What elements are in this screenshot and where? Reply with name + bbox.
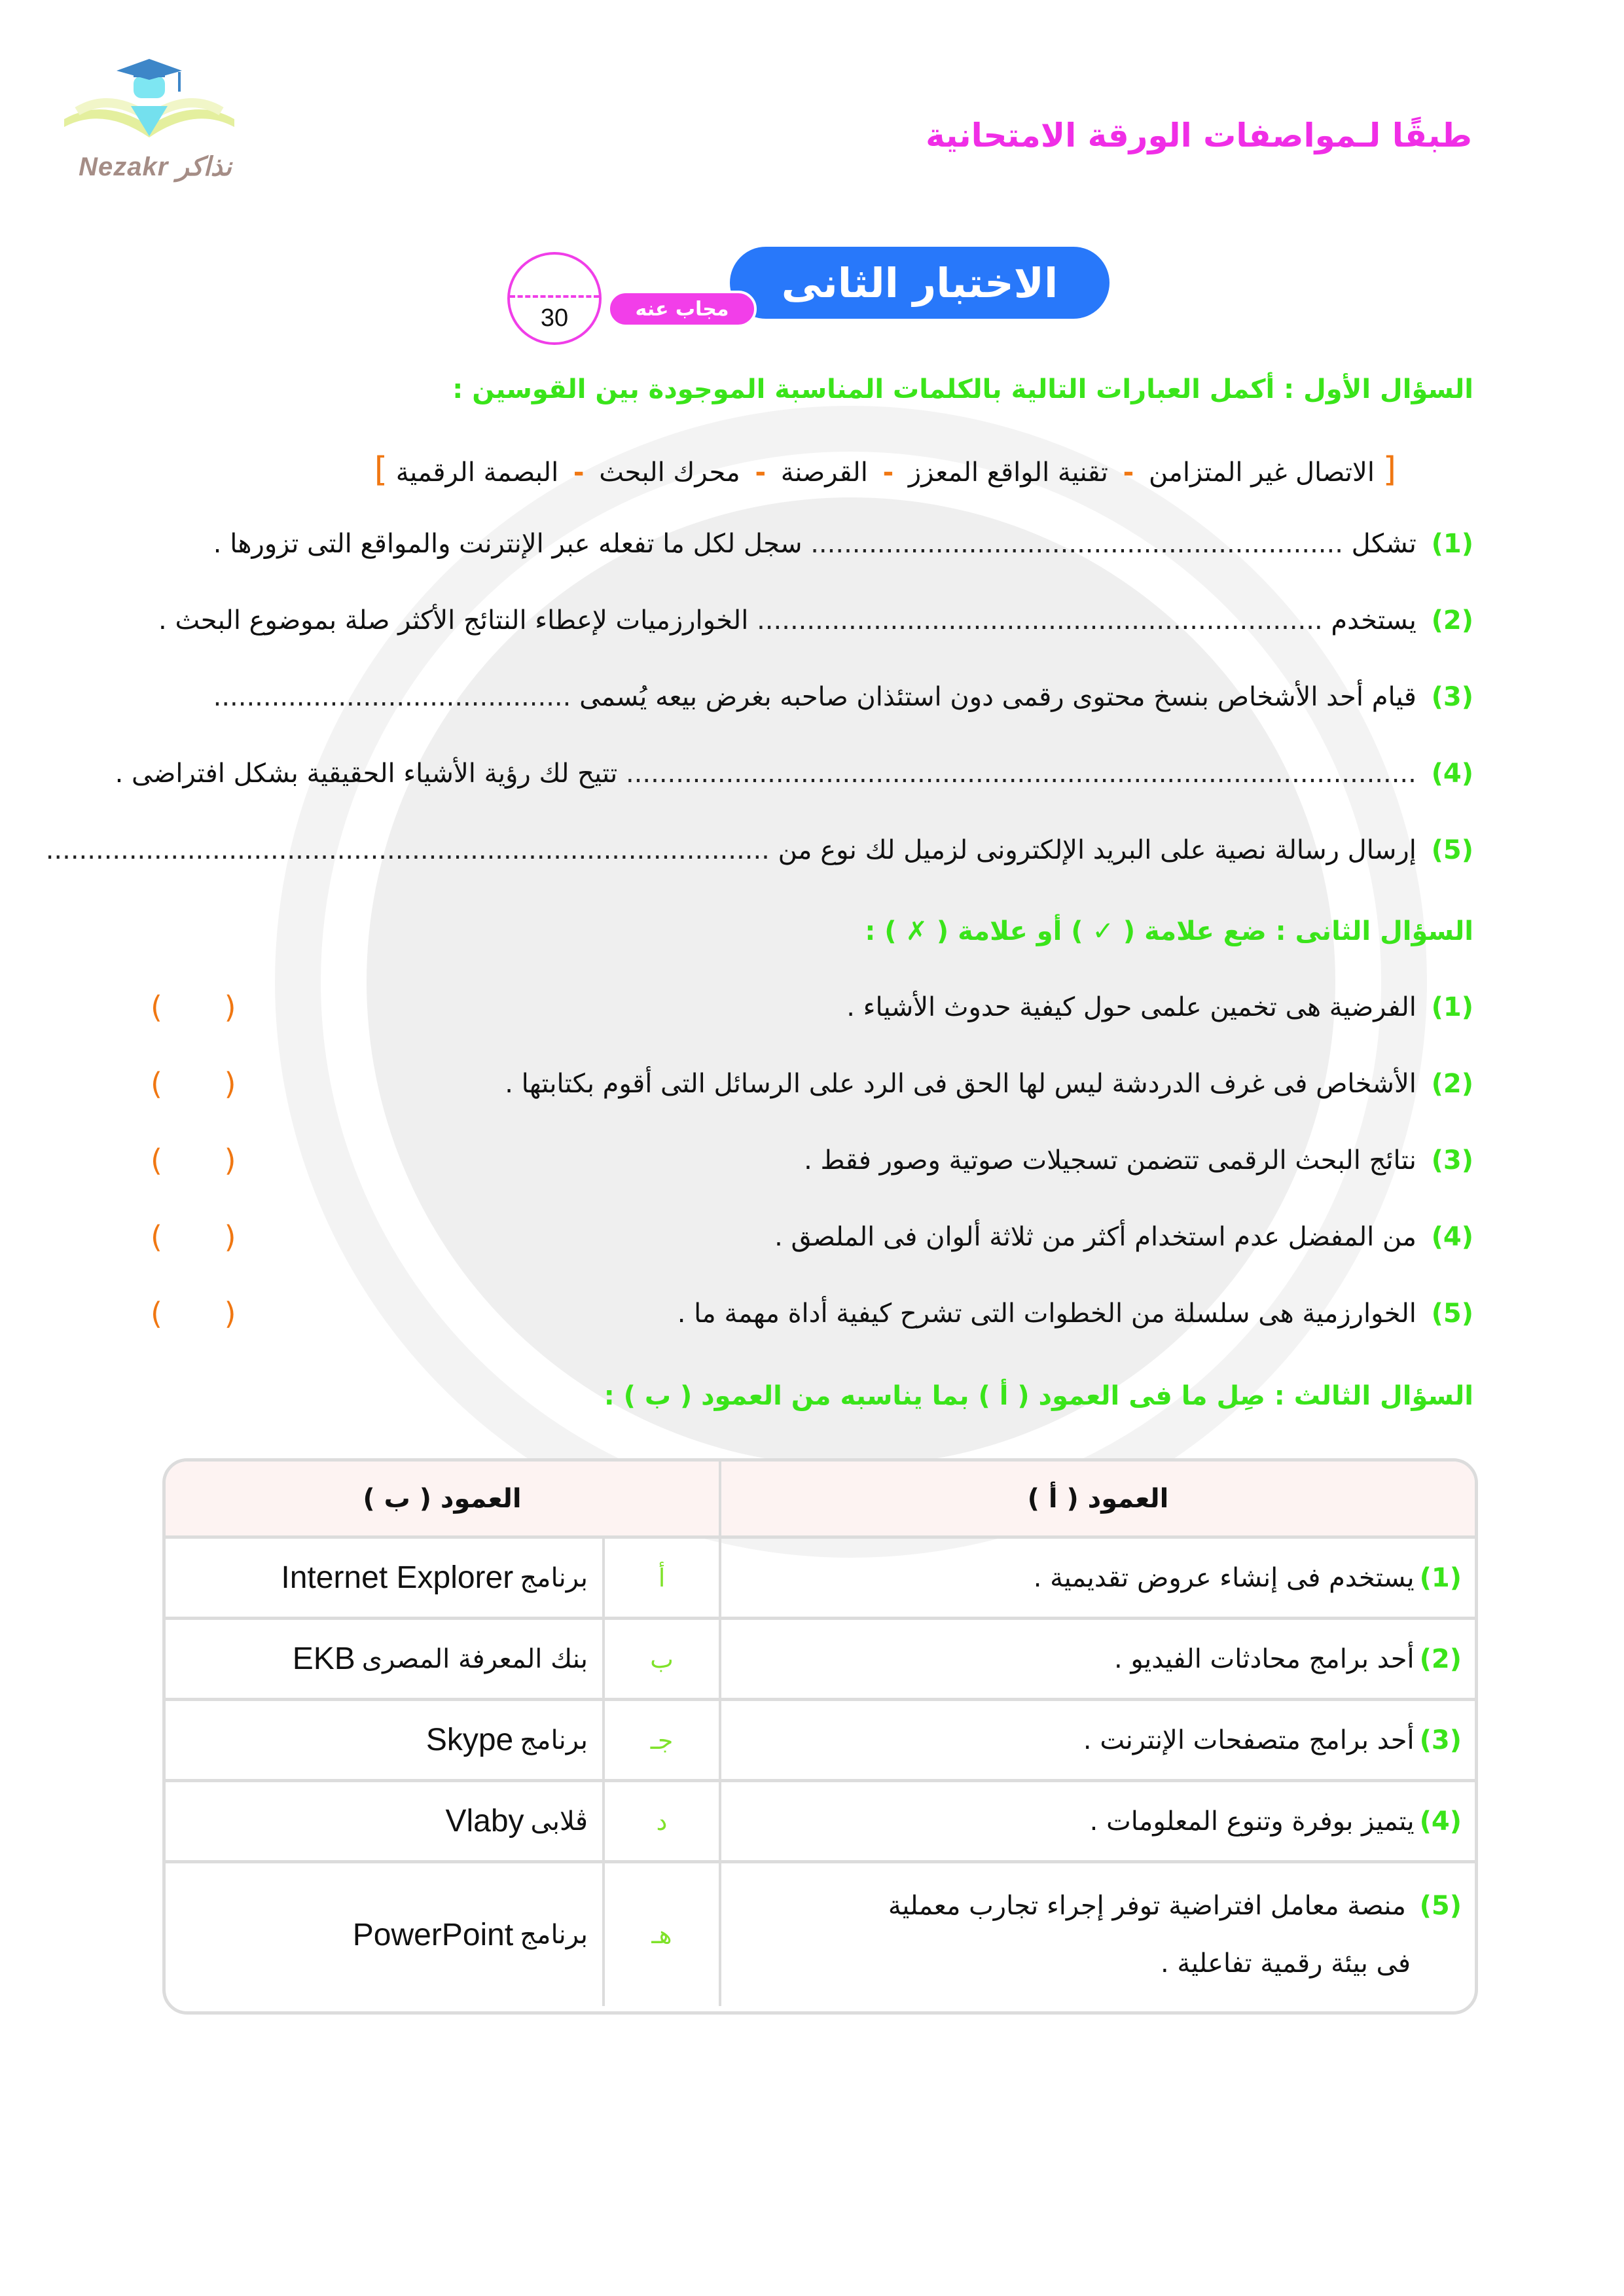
q2-heading: السؤال الثانى : ضع علامة ( ✓ ) أو علامة ( ✗ ) : xyxy=(865,916,1473,946)
brand-logo xyxy=(51,46,247,196)
q1-item xyxy=(213,682,1473,712)
score-circle xyxy=(507,252,602,345)
q1-item xyxy=(158,605,1473,636)
table-row xyxy=(166,1782,1475,1863)
item-text: قيام أحد الأشخاص بنسخ محتوى رقمى دون استئذان صاحبه بغرض بيعه يُسمى xyxy=(579,682,1416,712)
table-row xyxy=(166,1863,1475,2006)
item-text: إرسال رسالة نصية على البريد الإلكترونى لزميل لك نوع من xyxy=(778,835,1416,865)
q1-item xyxy=(46,835,1473,865)
item-number: (4) xyxy=(1431,759,1473,789)
item-number: (1) xyxy=(1431,992,1473,1022)
col-b-text-en: Internet Explorer xyxy=(281,1560,514,1595)
col-b-text-ar: برنامج xyxy=(520,1920,588,1950)
col-b-text-en: Vlaby xyxy=(445,1804,524,1839)
brand-logo-text: Nezakr نذاكر xyxy=(79,152,232,181)
answer-box[interactable]: ( ) xyxy=(151,1296,262,1331)
col-a-text: يتميز بوفرة وتنوع المعلومات . xyxy=(1089,1806,1415,1837)
answer-blank[interactable]: ............................................................................................... xyxy=(625,759,1416,789)
item-text: يستخدم xyxy=(1331,605,1416,636)
q2-item xyxy=(151,1143,1473,1178)
item-text: من المفضل عدم استخدام أكثر من ثلاثة ألوان فى الملصق . xyxy=(774,1222,1416,1252)
item-number: (2) xyxy=(1431,605,1473,636)
col-a-line xyxy=(1161,1935,1462,1992)
col-b-text-ar: برنامج xyxy=(520,1562,588,1593)
col-a-text: يستخدم فى إنشاء عروض تقديمية . xyxy=(1033,1562,1415,1593)
col-b-cell xyxy=(166,1620,602,1698)
col-b-cell xyxy=(166,1782,602,1860)
total-score: 30 xyxy=(540,304,569,332)
col-b-header: العمود ( ب ) xyxy=(363,1483,522,1514)
col-a-line xyxy=(888,1877,1462,1935)
q2-item xyxy=(151,1066,1473,1102)
q2-item xyxy=(151,1296,1473,1331)
item-number: (3) xyxy=(1431,1145,1473,1175)
exam-spec-line: طبقًا لـمواصفات الورقة الامتحانية xyxy=(926,117,1472,154)
table-row xyxy=(166,1539,1475,1620)
col-b-cell xyxy=(166,1701,602,1779)
col-b-cell xyxy=(166,1863,602,2006)
item-number: (5) xyxy=(1431,1299,1473,1329)
graduate-book-icon xyxy=(51,46,247,157)
item-number: (5) xyxy=(1419,1891,1462,1921)
table-row xyxy=(166,1701,1475,1782)
q1-item xyxy=(115,759,1473,789)
q1-heading: السؤال الأول : أكمل العبارات التالية بالكلمات المناسبة الموجودة بين القوسين : xyxy=(452,374,1473,404)
word-bank-item: تقنية الواقع المعزز xyxy=(908,457,1108,488)
item-number: (2) xyxy=(1431,1069,1473,1099)
item-text: الفرضية هى تخمين علمى حول كيفية حدوث الأشياء . xyxy=(846,992,1416,1022)
table-row xyxy=(166,1620,1475,1701)
item-number: (2) xyxy=(1419,1643,1462,1674)
col-a-text: منصة معامل افتراضية توفر إجراء تجارب معملية xyxy=(888,1891,1406,1921)
col-b-text-en: EKB xyxy=(292,1641,355,1676)
col-b-letter: جـ xyxy=(602,1701,719,1779)
item-number: (5) xyxy=(1431,835,1473,865)
score-divider xyxy=(510,295,599,298)
answer-blank[interactable]: .................................................................... xyxy=(757,605,1323,636)
col-a-text: أحد برامج محادثات الفيديو . xyxy=(1114,1643,1415,1674)
item-number: (4) xyxy=(1431,1222,1473,1252)
col-b-text-ar: ڤلابى xyxy=(530,1806,588,1837)
q3-heading: السؤال الثالث : صِل ما فى العمود ( أ ) بما يناسبه من العمود ( ب ) : xyxy=(604,1381,1473,1411)
word-bank-separator: - xyxy=(573,457,585,488)
answer-blank[interactable]: ........................................... xyxy=(213,682,571,712)
word-bank-item: القرصنة xyxy=(780,457,868,488)
word-bank-bracket-open: [ xyxy=(1382,450,1396,490)
item-text: نتائج البحث الرقمى تتضمن تسجيلات صوتية وصور فقط . xyxy=(804,1145,1416,1175)
answer-box[interactable]: ( ) xyxy=(151,1143,262,1178)
col-a-cell xyxy=(719,1620,1475,1698)
item-number: (1) xyxy=(1419,1562,1462,1593)
item-number: (4) xyxy=(1419,1806,1462,1837)
table-header xyxy=(166,1462,1475,1539)
answered-badge: مجاب عنه xyxy=(607,291,757,327)
col-b-text-ar: بنك المعرفة المصرى xyxy=(361,1643,588,1674)
col-a-cell xyxy=(719,1701,1475,1779)
col-b-letter: هـ xyxy=(602,1863,719,2006)
col-b-cell xyxy=(166,1539,602,1617)
item-text: تتيح لك رؤية الأشياء الحقيقية بشكل افتراضى . xyxy=(115,759,618,789)
word-bank xyxy=(374,450,1396,490)
item-text: سجل لكل ما تفعله عبر الإنترنت والمواقع التى تزورها . xyxy=(213,529,803,559)
answer-box[interactable]: ( ) xyxy=(151,1066,262,1102)
item-text: الأشخاص فى غرف الدردشة ليس لها الحق فى الرد على الرسائل التى أقوم بكتابتها . xyxy=(505,1069,1416,1099)
word-bank-separator: - xyxy=(1123,457,1134,488)
word-bank-bracket-close: ] xyxy=(374,450,388,490)
word-bank-separator: - xyxy=(882,457,894,488)
col-a-cell xyxy=(719,1863,1475,2006)
answer-box[interactable]: ( ) xyxy=(151,1219,262,1255)
q1-item xyxy=(213,529,1473,559)
col-b-text-en: Skype xyxy=(425,1723,514,1757)
col-a-text: أحد برامج متصفحات الإنترنت . xyxy=(1083,1725,1415,1755)
col-b-letter: د xyxy=(602,1782,719,1860)
item-number: (1) xyxy=(1431,529,1473,559)
q2-item xyxy=(151,1219,1473,1255)
item-number: (3) xyxy=(1431,682,1473,712)
col-b-letter: ب xyxy=(602,1620,719,1698)
matching-table xyxy=(162,1458,1478,2015)
q2-item xyxy=(151,990,1473,1025)
col-a-text: فى بيئة رقمية تفاعلية . xyxy=(1160,1948,1411,1979)
col-b-text-ar: برنامج xyxy=(520,1725,588,1755)
col-a-cell xyxy=(719,1782,1475,1860)
col-b-text-en: PowerPoint xyxy=(352,1917,514,1952)
answer-box[interactable]: ( ) xyxy=(151,990,262,1025)
item-text: الخوارزميات لإعطاء النتائج الأكثر صلة بموضوع البحث . xyxy=(158,605,749,636)
exam-title: الاختبار الثانى xyxy=(730,247,1110,319)
word-bank-item: محرك البحث xyxy=(599,457,740,488)
word-bank-item: البصمة الرقمية xyxy=(395,457,559,488)
word-bank-separator: - xyxy=(755,457,767,488)
item-text: الخوارزمية هى سلسلة من الخطوات التى تشرح كيفية أداة مهمة ما . xyxy=(677,1299,1416,1329)
word-bank-item: الاتصال غير المتزامن xyxy=(1148,457,1375,488)
col-a-cell xyxy=(719,1539,1475,1617)
col-a-header: العمود ( أ ) xyxy=(719,1462,1475,1535)
answer-blank[interactable]: ....................................................................................... xyxy=(45,835,770,865)
answer-blank[interactable]: ................................................................ xyxy=(810,529,1343,559)
item-text: تشكل xyxy=(1351,529,1416,559)
item-number: (3) xyxy=(1419,1725,1462,1755)
col-b-letter: أ xyxy=(602,1539,719,1617)
